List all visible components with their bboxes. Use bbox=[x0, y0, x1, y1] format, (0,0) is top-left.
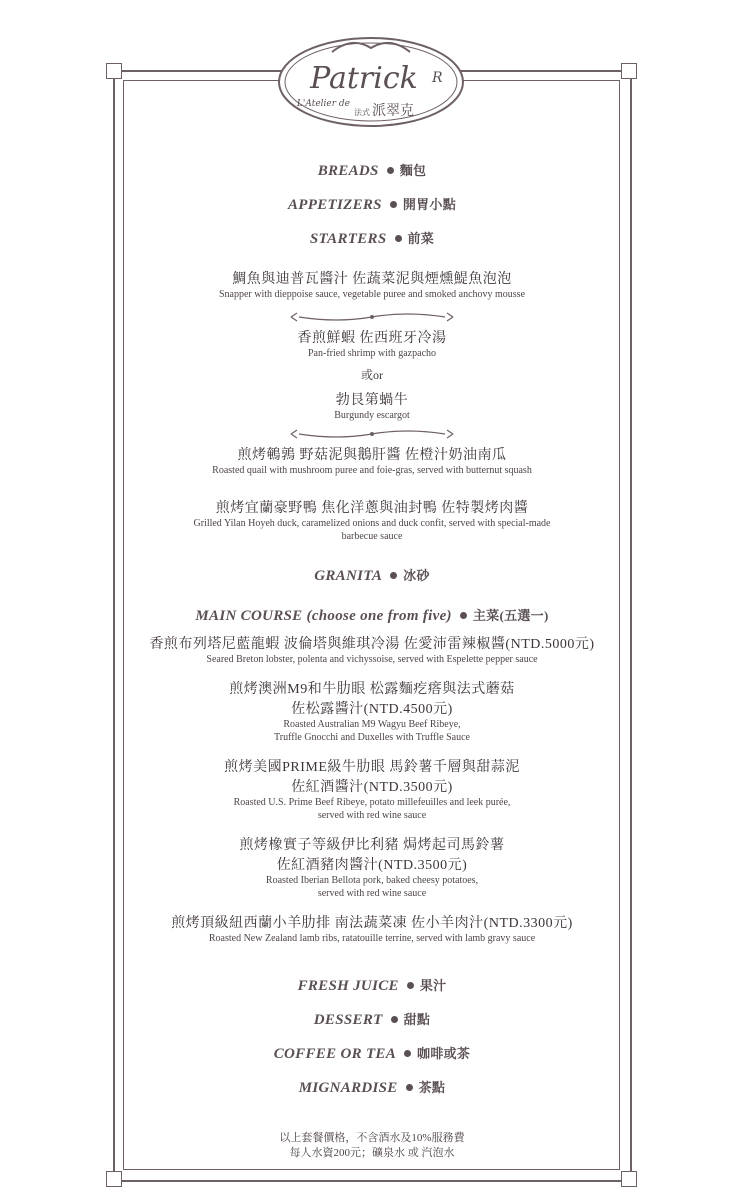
svg-text:R: R bbox=[432, 70, 443, 86]
course-main: MAIN COURSE (choose one from five) 主菜(五選一) bbox=[195, 608, 549, 624]
dish-prime: 煎烤美國PRIME級牛肋眼 馬鈴薯千層與甜蒜泥 佐紅酒醬汁(NTD.3500元) Roasted U.S. Prime Beef Ribeye, potato millefeuilles and leek purée, served with red wine sauce bbox=[224, 760, 520, 821]
restaurant-logo bbox=[272, 30, 470, 130]
corner-ornament bbox=[621, 1171, 637, 1187]
ornament-divider bbox=[287, 309, 457, 325]
logo-emblem bbox=[272, 30, 470, 130]
course-appetizers: APPETIZERS 開胃小點 bbox=[287, 197, 457, 213]
course-juice: FRESH JUICE 果汁 bbox=[297, 978, 447, 994]
logo-zh-small: 法式 bbox=[354, 108, 370, 117]
corner-ornament bbox=[106, 63, 122, 79]
corner-ornament bbox=[621, 63, 637, 79]
corner-ornament bbox=[106, 1171, 122, 1187]
logo-zh-name: 派翠克 bbox=[372, 103, 414, 119]
course-mignardise: MIGNARDISE 茶點 bbox=[298, 1080, 446, 1096]
dish-lamb: 煎烤頂級紐西蘭小羊肋排 南法蔬菜凍 佐小羊肉汁(NTD.3300元) Roasted New Zealand lamb ribs, ratatouille terrine, served with lamb gravy sauce bbox=[171, 916, 573, 944]
course-starters: STARTERS 前菜 bbox=[309, 231, 435, 247]
ornament-divider bbox=[287, 426, 457, 442]
menu-content bbox=[130, 160, 614, 1161]
course-coffee: COFFEE OR TEA 咖啡或茶 bbox=[273, 1046, 471, 1062]
dish-quail: 煎烤鵪鶉 野菇泥與鵝肝醬 佐橙汁奶油南瓜 Roasted quail with mushroom puree and foie-gras, served with butternut squash bbox=[212, 448, 532, 476]
price-note: 以上套餐價格，不含酒水及10%服務費 每人水資200元；礦泉水 或 汽泡水 bbox=[279, 1132, 465, 1159]
dish-escargot: 勃艮第蝸牛 Burgundy escargot bbox=[334, 393, 410, 421]
course-granita: GRANITA 冰砂 bbox=[314, 568, 430, 584]
course-breads: BREADS 麵包 bbox=[317, 163, 427, 179]
dish-shrimp: 香煎鮮蝦 佐西班牙冷湯 Pan-fried shrimp with gazpacho bbox=[297, 331, 447, 359]
or-label: 或or bbox=[361, 368, 383, 382]
course-dessert: DESSERT 甜點 bbox=[313, 1012, 431, 1028]
dish-iberian: 煎烤橡實子等級伊比利豬 焗烤起司馬鈴薯 佐紅酒豬肉醬汁(NTD.3500元) Roasted Iberian Bellota pork, baked cheesy potatoes, served with red wine sauce bbox=[239, 838, 505, 899]
dish-duck: 煎烤宜蘭豪野鴨 焦化洋蔥與油封鴨 佐特製烤肉醬 Grilled Yilan Hoyeh duck, caramelized onions and duck confit, served with special-made barbecue sauce bbox=[193, 501, 551, 542]
dish-snapper: 鯛魚與迪普瓦醬汁 佐蔬菜泥與煙燻鯷魚泡泡 Snapper with dieppoise sauce, vegetable puree and smoked anchovy mousse bbox=[218, 272, 526, 300]
logo-script: Patrick bbox=[310, 61, 418, 96]
dish-lobster: 香煎布列塔尼藍龍蝦 波倫塔與維琪冷湯 佐愛沛雷辣椒醬(NTD.5000元) Seared Breton lobster, polenta and vichyssoise, served with Espelette pepper sauce bbox=[149, 637, 595, 665]
logo-sub: L'Atelier de bbox=[296, 99, 350, 109]
dish-wagyu: 煎烤澳洲M9和牛肋眼 松露麵疙瘩與法式蘑菇 佐松露醬汁(NTD.4500元) Roasted Australian M9 Wagyu Beef Ribeye, Truffle Gnocchi and Duxelles with Truffle Sauce bbox=[229, 682, 515, 743]
